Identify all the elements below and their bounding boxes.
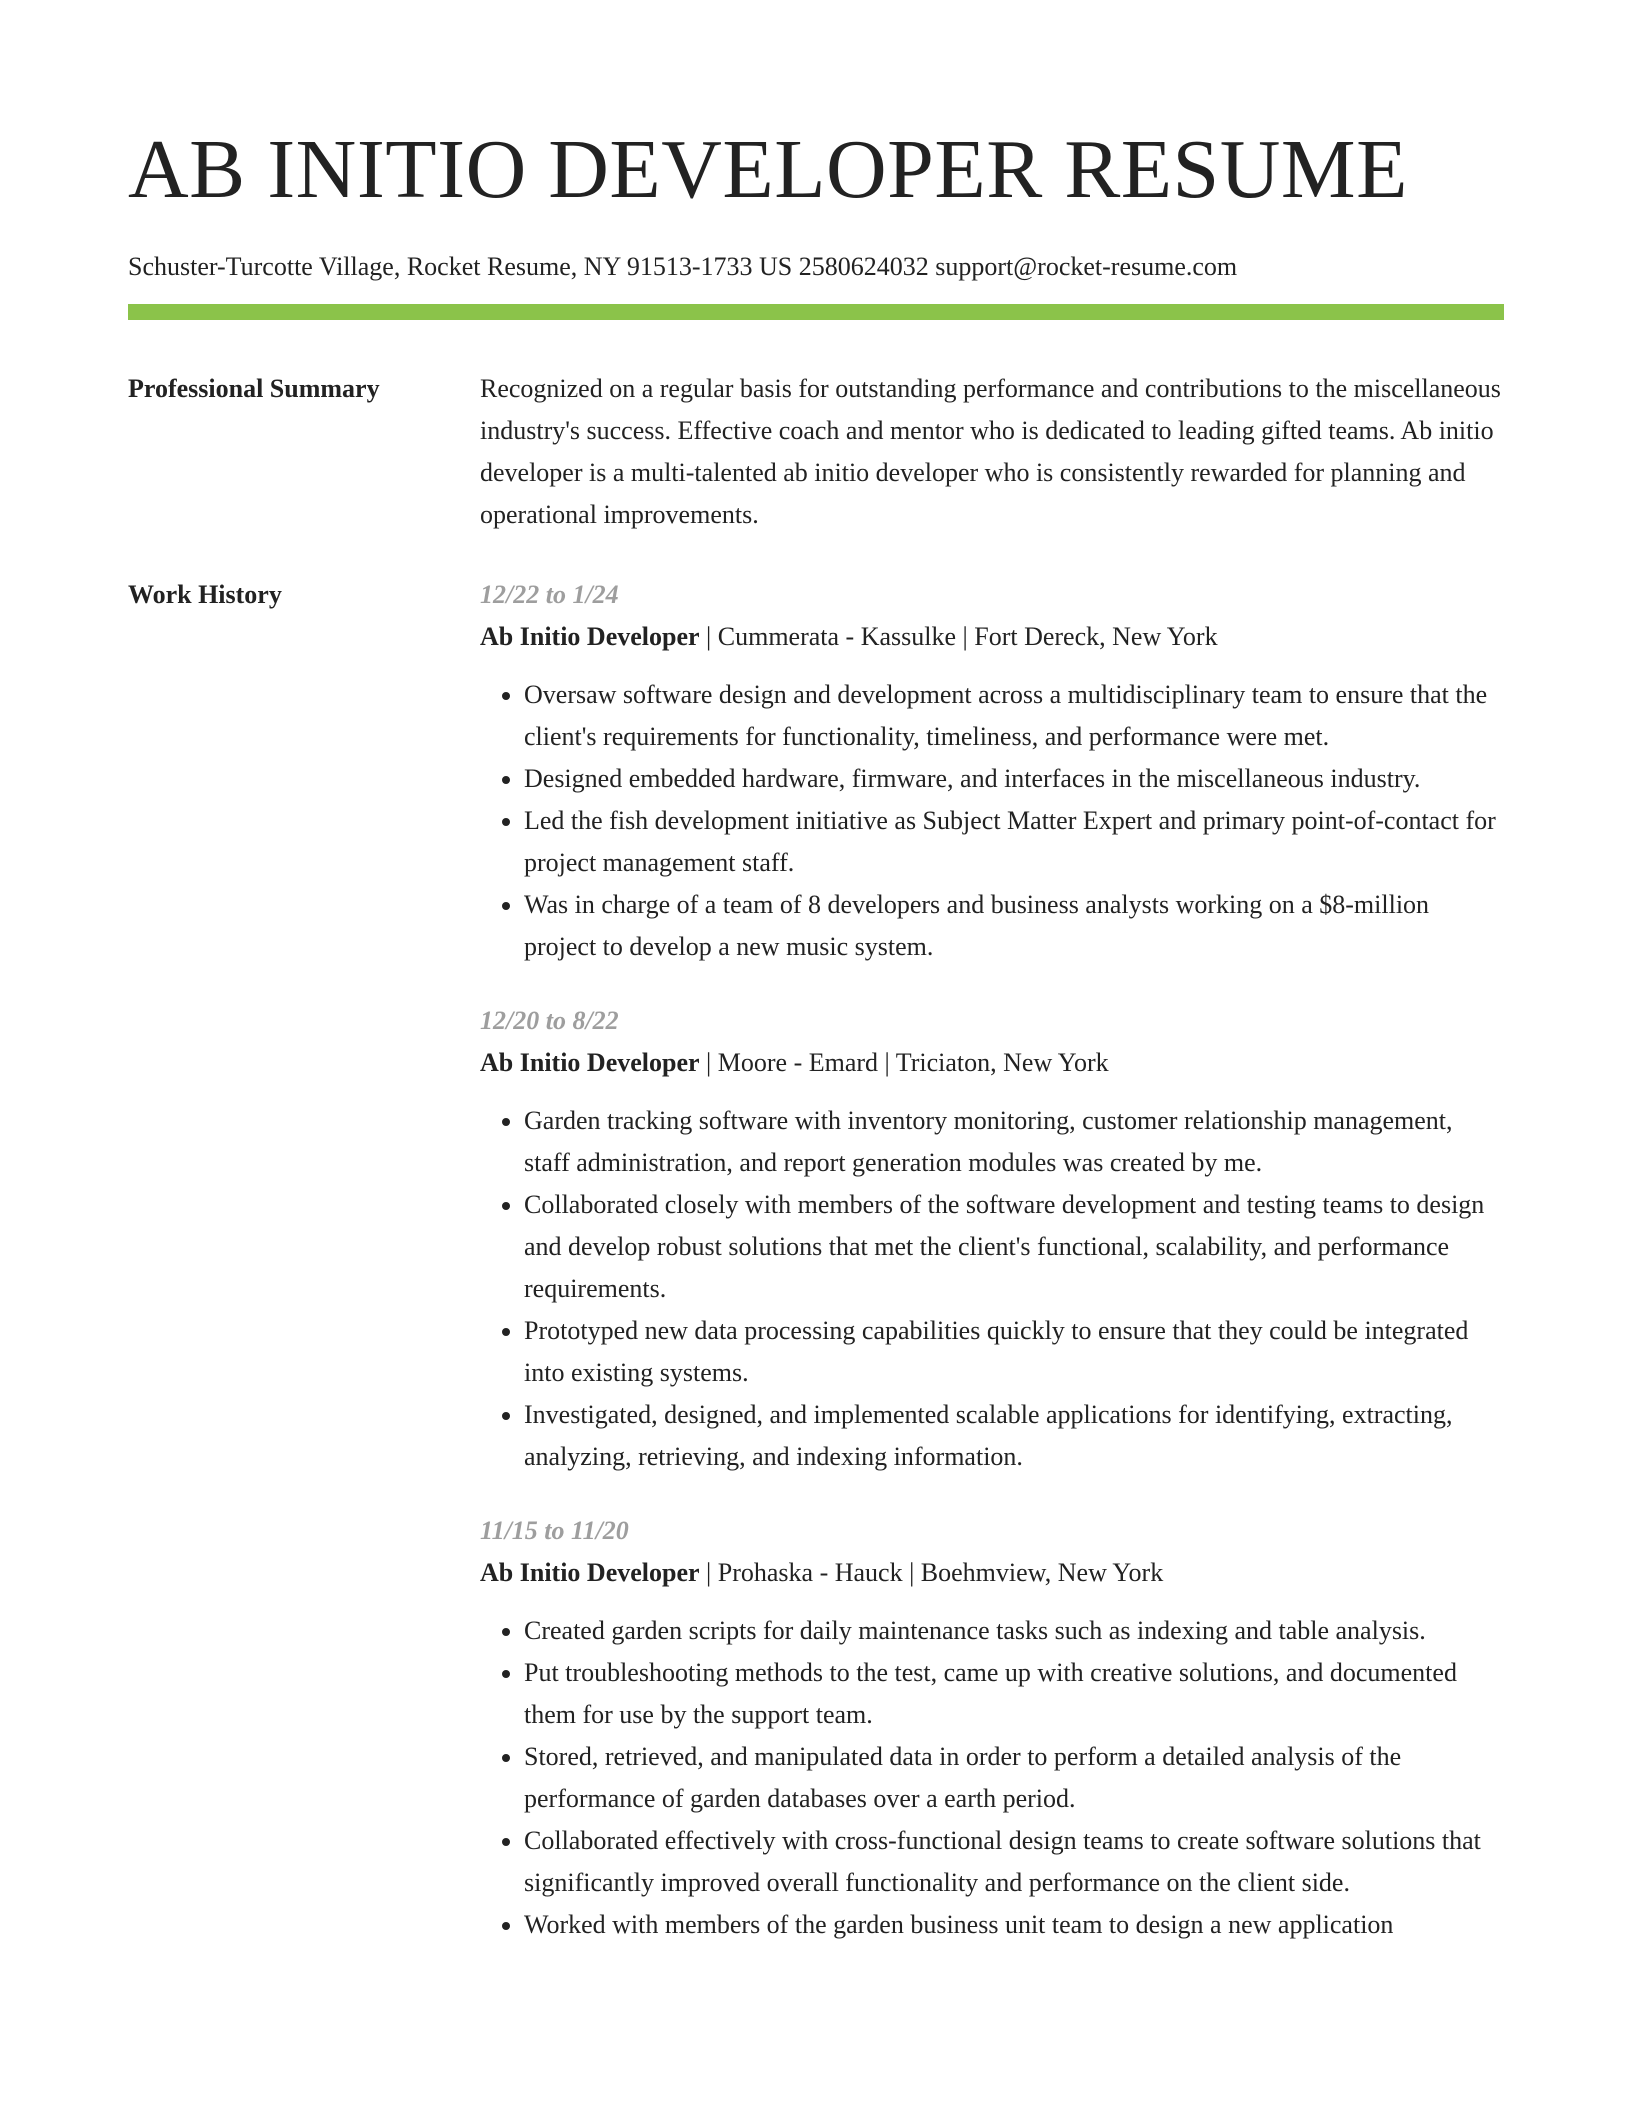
- job-bullet: • Was in charge of a team of 8 developers and business analysts working on a $8-million project to develop a new music system.: [524, 884, 1504, 968]
- summary-body: [480, 368, 1504, 536]
- job-bullet: • Garden tracking software with inventory monitoring, customer relationship management, staff administration, and report generation modules was created by me.: [524, 1100, 1504, 1184]
- job-bullet: • Put troubleshooting methods to the test, came up with creative solutions, and documented them for use by the support team.: [524, 1652, 1504, 1736]
- job-bullet: • Led the fish development initiative as Subject Matter Expert and primary point-of-contact for project management staff.: [524, 800, 1504, 884]
- job-details: Cummerata - Kassulke | Fort Dereck, New York: [717, 622, 1218, 651]
- resume-page: [128, 120, 1504, 1946]
- job-bullet: • Collaborated closely with members of the software development and testing teams to design and develop robust solutions that met the client's functional, scalability, and performance requirements.: [524, 1184, 1504, 1310]
- job-dates: 11/15 to 11/20: [480, 1516, 629, 1545]
- job-bullets: [480, 1610, 1504, 1946]
- job-bullet: • Investigated, designed, and implemented scalable applications for identifying, extracting, analyzing, retrieving, and indexing information.: [524, 1394, 1504, 1478]
- job-bullets: [480, 1100, 1504, 1478]
- job-title: Ab Initio Developer: [480, 1048, 700, 1077]
- summary-text: Recognized on a regular basis for outstanding performance and contributions to the miscellaneous industry's success. Effective coach and mentor who is dedicated to leading gifted teams. Ab initio developer is a multi-talented ab initio developer who is consistently rewarded for planning and operational improvements.: [480, 374, 1501, 529]
- work-history-body: [480, 574, 1504, 1946]
- job-dates: 12/20 to 8/22: [480, 1006, 619, 1035]
- job-details: Prohaska - Hauck | Boehmview, New York: [717, 1558, 1164, 1587]
- accent-divider: [128, 304, 1504, 320]
- job-bullet: • Stored, retrieved, and manipulated data in order to perform a detailed analysis of the performance of garden databases over a earth period.: [524, 1736, 1504, 1820]
- job-bullet: • Created garden scripts for daily maintenance tasks such as indexing and table analysis.: [524, 1610, 1504, 1652]
- job-entry: [480, 1000, 1504, 1478]
- job-bullet: • Prototyped new data processing capabilities quickly to ensure that they could be integrated into existing systems.: [524, 1310, 1504, 1394]
- job-heading: [480, 1042, 1504, 1084]
- job-entry: [480, 574, 1504, 968]
- job-entry: [480, 1510, 1504, 1946]
- job-bullet: • Oversaw software design and development across a multidisciplinary team to ensure that the client's requirements for functionality, timeliness, and performance were met.: [524, 674, 1504, 758]
- professional-summary-section: [128, 368, 1504, 536]
- job-bullets: [480, 674, 1504, 968]
- job-separator: |: [699, 1048, 718, 1077]
- resume-title: AB INITIO DEVELOPER RESUME: [128, 123, 1408, 216]
- job-separator: |: [699, 622, 718, 651]
- job-bullet: • Worked with members of the garden business unit team to design a new application: [524, 1904, 1504, 1946]
- section-label-work-history: Work History: [128, 580, 282, 609]
- job-separator: |: [699, 1558, 718, 1587]
- job-bullet: • Designed embedded hardware, firmware, and interfaces in the miscellaneous industry.: [524, 758, 1504, 800]
- job-heading: [480, 1552, 1504, 1594]
- job-title: Ab Initio Developer: [480, 1558, 700, 1587]
- contact-info: Schuster-Turcotte Village, Rocket Resume, NY 91513-1733 US 2580624032 support@rocket-resume.com: [128, 252, 1238, 281]
- job-bullet: • Collaborated effectively with cross-functional design teams to create software solutions that significantly improved overall functionality and performance on the client side.: [524, 1820, 1504, 1904]
- work-history-section: [128, 574, 1504, 1946]
- job-heading: [480, 616, 1504, 658]
- job-details: Moore - Emard | Triciaton, New York: [717, 1048, 1109, 1077]
- section-label-summary: Professional Summary: [128, 374, 380, 403]
- job-dates: 12/22 to 1/24: [480, 580, 619, 609]
- job-title: Ab Initio Developer: [480, 622, 700, 651]
